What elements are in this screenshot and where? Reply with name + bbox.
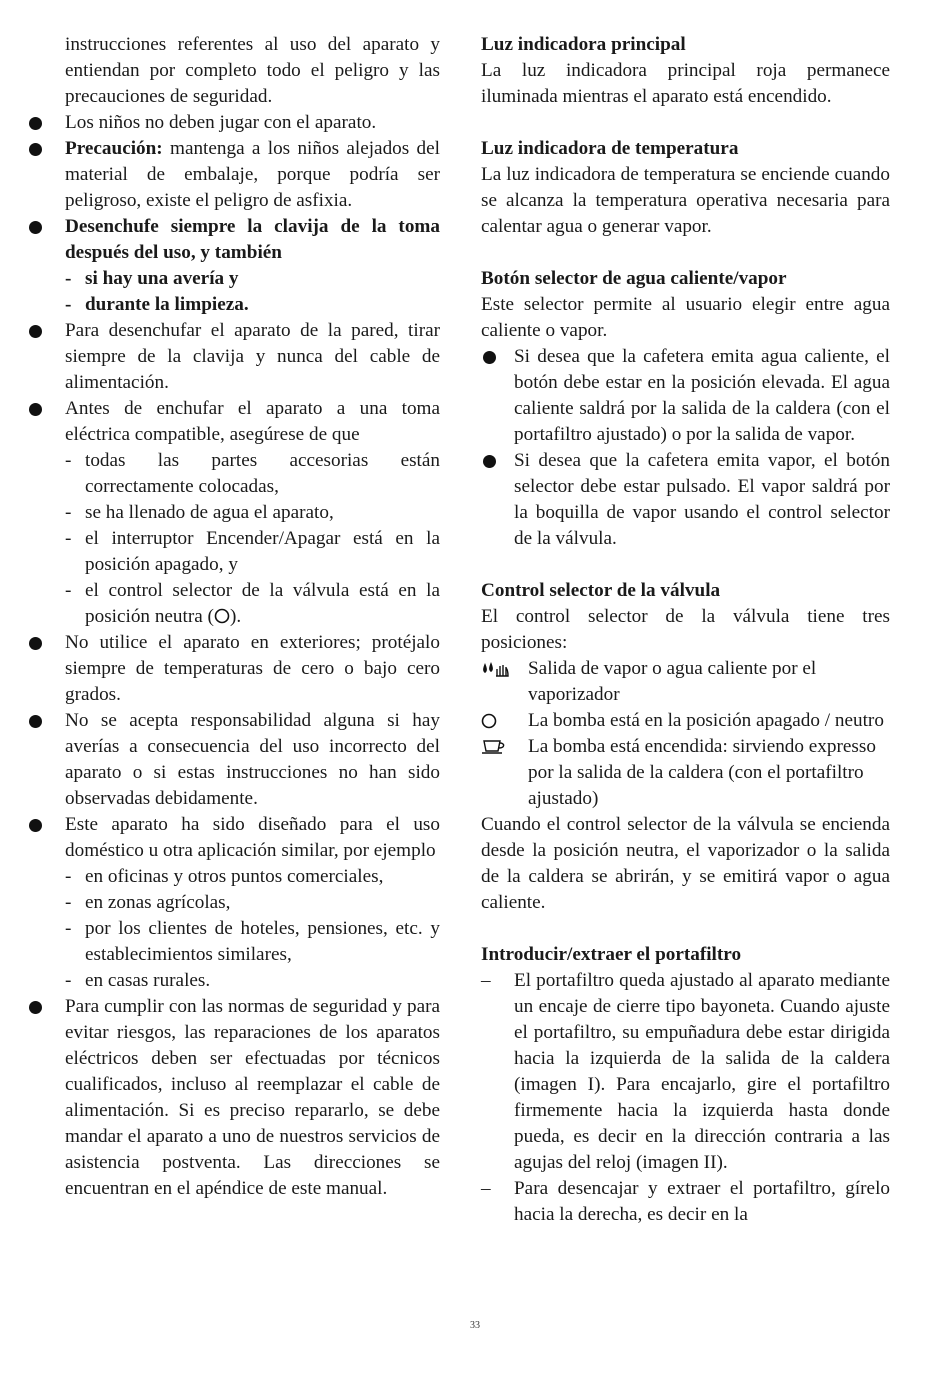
- bullet-dot-icon: [29, 819, 42, 832]
- bullet-text: No utilice el aparato en exteriores; protéjalo siempre de temperaturas de cero o bajo cero grados.: [65, 632, 440, 705]
- dash-item: - en oficinas y otros puntos comerciales,: [65, 866, 384, 887]
- section-text: La luz indicadora de temperatura se enciende cuando se alcanza la temperatura operativa necesaria para calentar agua o generar vapor.: [481, 164, 890, 237]
- position-neutral: La bomba está en la posición apagado / neutro: [481, 708, 890, 734]
- dash-item: – El portafiltro queda ajustado al aparato mediante un encaje de cierre tipo bayoneta. Cuando ajuste el portafiltro, su empuñadura debe estar dirigida hacia la izquierda de la salida de la caldera (imagen I). Para encajarlo, gire el portafiltro firmemente hacia la izquierda hasta donde pueda, es decir en la dirección contraria a las agujas del reloj (imagen II).: [481, 970, 890, 1173]
- section-text: Cuando el control selector de la válvula se encienda desde la posición neutra, el vaporizador o la salida de la caldera se abrirán, y se emitirá vapor o agua caliente.: [481, 814, 890, 913]
- coffee-cup-icon: [481, 738, 511, 756]
- bullet-dot-icon: [29, 117, 42, 130]
- bullet-text: Para cumplir con las normas de seguridad y para evitar riesgos, las reparaciones de los aparatos eléctricos deben ser efectuadas por técnicos cualificados, incluso al reemplazar el cable de alimentación. Si es preciso repararlo, se debe mandar el aparato a uno de nuestros servicios de asistencia postventa. Las direcciones se encuentran en el apéndice de este manual.: [65, 996, 440, 1199]
- position-espresso: La bomba está encendida: sirviendo expresso por la salida de la caldera (con el portafiltro ajustado): [481, 734, 890, 812]
- bullet-text: No se acepta responsabilidad alguna si hay averías a consecuencia del uso incorrecto del aparato o si estas instrucciones no han sido observadas debidamente.: [65, 710, 440, 809]
- bullet-text: Para desenchufar el aparato de la pared, tirar siempre de la clavija y nunca del cable de alimentación.: [65, 320, 440, 393]
- caution-label: Precaución:: [65, 138, 163, 159]
- dash-item: - todas las partes accesorias están correctamente colocadas,: [65, 450, 440, 497]
- section-text: El control selector de la válvula tiene tres posiciones:: [481, 606, 890, 653]
- intro-paragraph: instrucciones referentes al uso del aparato y entiendan por completo todo el peligro y las precauciones de seguridad.: [65, 34, 440, 107]
- right-column: [481, 32, 890, 1228]
- bullet-dot-icon: [29, 221, 42, 234]
- section-title: Introducir/extraer el portafiltro: [481, 944, 742, 965]
- section-text: Este selector permite al usuario elegir entre agua caliente o vapor.: [481, 294, 890, 341]
- section-title: Control selector de la válvula: [481, 580, 721, 601]
- bullet-dot-icon: [483, 351, 496, 364]
- dash-item: – Para desencajar y extraer el portafiltro, gírelo hacia la derecha, es decir en la: [481, 1178, 890, 1225]
- position-steam: Salida de vapor o agua caliente por el vaporizador: [481, 656, 890, 708]
- dash-item: - en zonas agrícolas,: [65, 892, 231, 913]
- bullet-text: Antes de enchufar el aparato a una toma eléctrica compatible, asegúrese de que: [65, 398, 440, 445]
- page-number: 33: [470, 1320, 480, 1331]
- bullet-dot-icon: [29, 403, 42, 416]
- bullet-text: Este aparato ha sido diseñado para el uso doméstico u otra aplicación similar, por ejemplo: [65, 814, 440, 861]
- bullet-hot-water: Si desea que la cafetera emita agua caliente, el botón debe estar en la posición elevada. El agua caliente saldrá por la salida de la caldera (con el portafiltro ajustado) o por la salida de vapor.: [481, 344, 890, 448]
- dash-item: - el interruptor Encender/Apagar está en la posición apagado, y: [65, 528, 440, 575]
- bullet-dot-icon: [29, 325, 42, 338]
- steam-drops-icon: [481, 660, 511, 678]
- bullet-repairs: [65, 994, 440, 1202]
- bullet-caution: [65, 136, 440, 214]
- circle-neutral-icon: [214, 608, 230, 624]
- section-title: Luz indicadora principal: [481, 34, 686, 55]
- bullet-dot-icon: [483, 455, 496, 468]
- bullet-dot-icon: [29, 143, 42, 156]
- bullet-steam: Si desea que la cafetera emita vapor, el botón selector debe estar pulsado. El vapor saldrá por la boquilla de vapor usando el control selector de la válvula.: [481, 448, 890, 552]
- left-column: [65, 32, 440, 1202]
- bullet-before-plugging: [65, 396, 440, 630]
- section-text: La luz indicadora principal roja permanece iluminada mientras el aparato está encendido.: [481, 60, 890, 107]
- section-title: Botón selector de agua caliente/vapor: [481, 268, 787, 289]
- dash-item: - si hay una avería y: [65, 268, 239, 289]
- bullet-dot-icon: [29, 715, 42, 728]
- dash-item: - en casas rurales.: [65, 970, 211, 991]
- bullet-dot-icon: [29, 637, 42, 650]
- bullet-outdoors: [65, 630, 440, 708]
- bullet-text: mantenga a los niños alejados del material de embalaje, porque podría ser peligroso, existe el peligro de asfixia.: [65, 138, 440, 211]
- circle-neutral-icon: [481, 712, 511, 730]
- bullet-text: Desenchufe siempre la clavija de la toma después del uso, y también: [65, 216, 440, 263]
- dash-item: - el control selector de la válvula está en la posición neutra ( ).: [65, 580, 440, 627]
- bullet-unplug: [65, 214, 440, 318]
- bullet-children-play: [65, 110, 440, 136]
- bullet-domestic-use: [65, 812, 440, 994]
- dash-item: - se ha llenado de agua el aparato,: [65, 502, 334, 523]
- bullet-unplug-wall: [65, 318, 440, 396]
- dash-item: - por los clientes de hoteles, pensiones, etc. y establecimientos similares,: [65, 918, 440, 965]
- bullet-text: Los niños no deben jugar con el aparato.: [65, 112, 377, 133]
- bullet-dot-icon: [29, 1001, 42, 1014]
- section-title: Luz indicadora de temperatura: [481, 138, 739, 159]
- dash-item: - durante la limpieza.: [65, 294, 249, 315]
- bullet-responsibility: [65, 708, 440, 812]
